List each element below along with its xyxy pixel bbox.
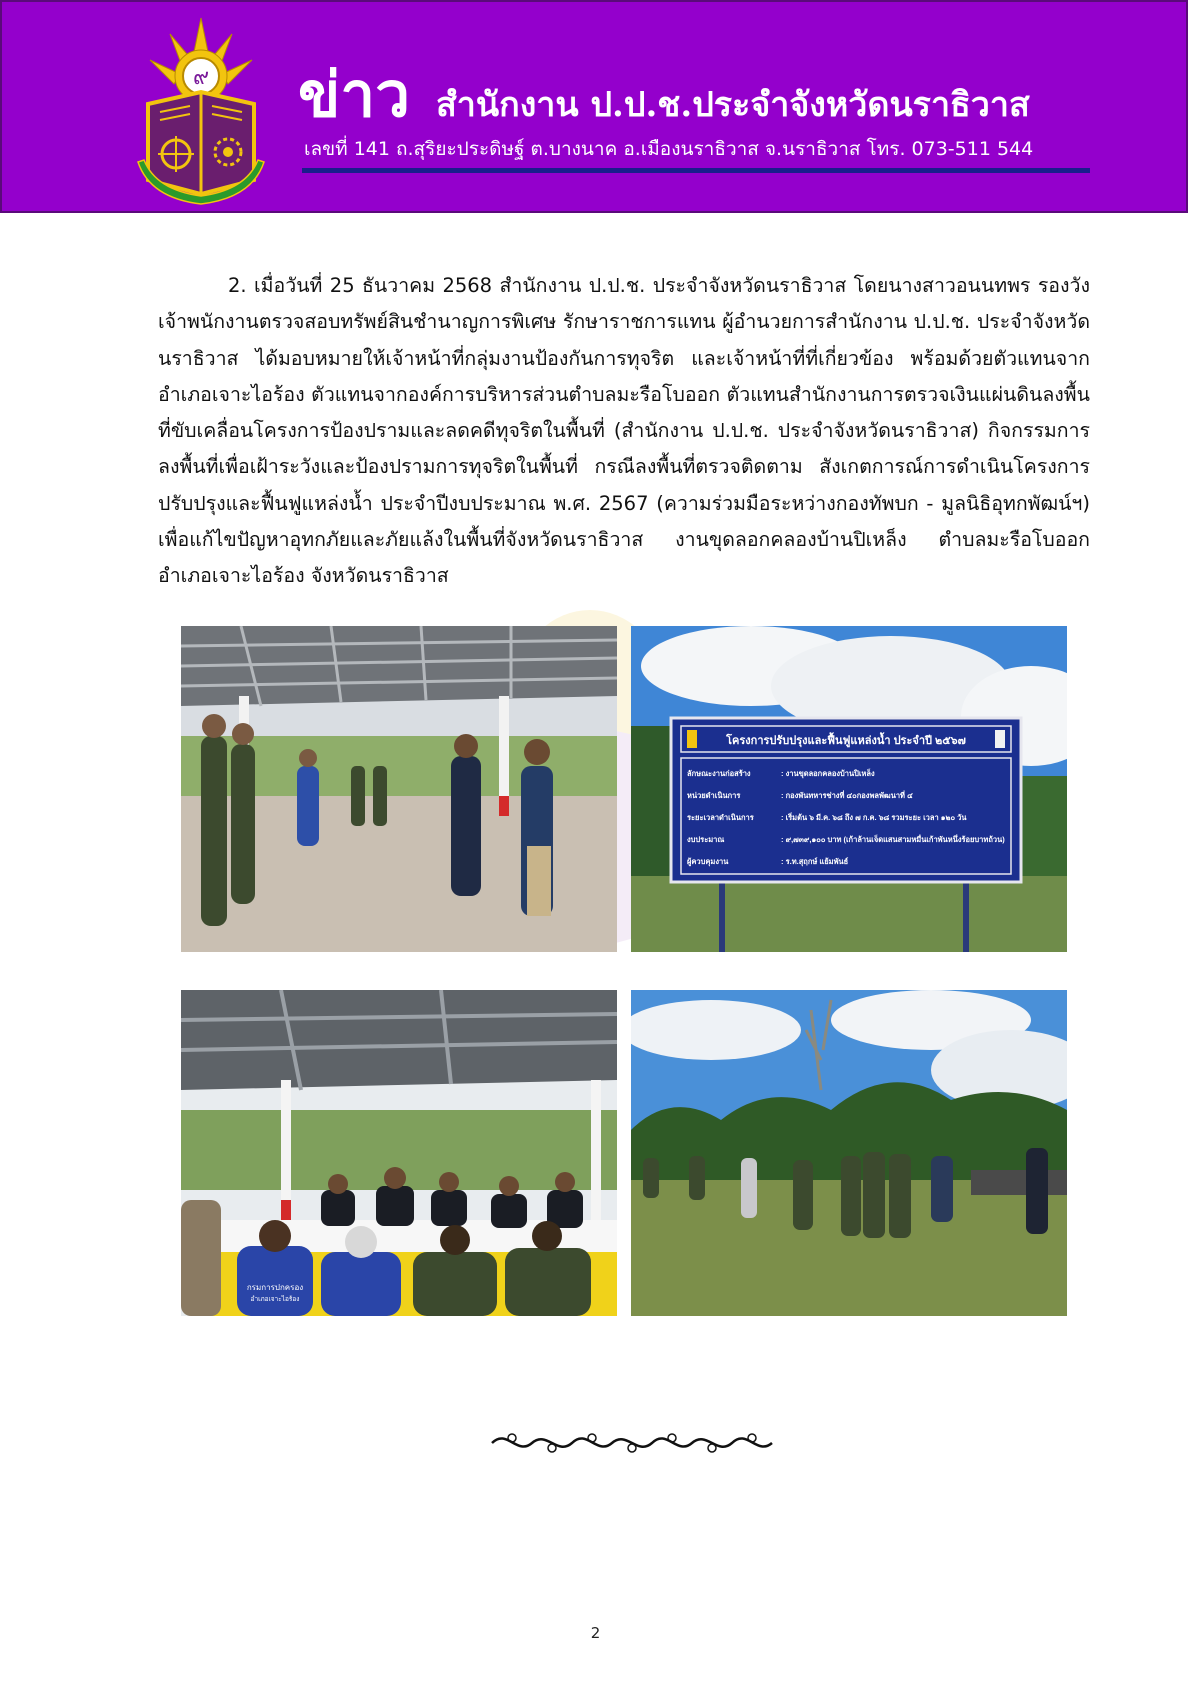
photo-project-signboard xyxy=(631,626,1067,952)
news-paragraph: 2. เมื่อวันที่ 25 ธันวาคม 2568 สำนักงาน ป.ป.ช. ประจำจังหวัดนราธิวาส โดยนางสาวอนนทพร รองวังเจ้าพนักงานตรวจสอบทรัพย์สินชำนาญการพิเศษ รักษาราชการแทน ผู้อำนวยการสำนักงาน ป.ป.ช. ประจำจังหวัดนราธิวาส ได้มอบหมายให้เจ้าหน้าที่กลุ่มงานป้องกันการทุจริต และเจ้าหน้าที่ที่เกี่ยวข้อง พร้อมด้วยตัวแทนจากอำเภอเจาะไอร้อง ตัวแทนจากองค์การบริหารส่วนตำบลมะรือโบออก ตัวแทนสำนักงานการตรวจเงินแผ่นดินลงพื้นที่ขับเคลื่อนโครงการป้องปรามและลดคดีทุจริตในพื้นที่ (สำนักงาน ป.ป.ช. ประจำจังหวัดนราธิวาส) กิจกรรมการลงพื้นที่เพื่อเฝ้าระวังและป้องปรามการทุจริตในพื้นที่ กรณีลงพื้นที่ตรวจติดตาม สังเกตการณ์การดำเนินโครงการปรับปรุงและฟื้นฟูแหล่งน้ำ ประจำปีงบประมาณ พ.ศ. 2567 (ความร่วมมือระหว่างกองทัพบก - มูลนิธิอุทกพัฒน์ฯ) เพื่อแก้ไขปัญหาอุทกภัยและภัยแล้งในพื้นที่จังหวัดนราธิวาส งานขุดลอกคลองบ้านปิเหล็ง ตำบลมะรือโบออก อำเภอเจาะไอร้อง จังหวัดนราธิวาส xyxy=(158,274,1090,588)
nacc-emblem-logo xyxy=(130,12,272,207)
vest-text-sub: อำเภอเจาะไอร้อง xyxy=(250,1296,300,1303)
office-address: เลขที่ 141 ถ.สุริยะประดิษฐ์ ต.บางนาค อ.เมืองนราธิวาส จ.นราธิวาส โทร. 073-511 544 xyxy=(304,138,1034,160)
signboard-row-label: ผู้ควบคุมงาน xyxy=(687,857,729,866)
photo-field-inspection xyxy=(631,990,1067,1316)
signboard-row-label: หน่วยดำเนินการ xyxy=(687,791,741,800)
signboard-row-value: : ร.ท.สุฤกษ์ แย้มพันธ์ xyxy=(781,857,849,866)
vest-text: กรมการปกครอง xyxy=(246,1283,304,1292)
header-underline xyxy=(302,168,1090,173)
svg-text:๙: ๙ xyxy=(192,65,210,90)
office-name: สำนักงาน ป.ป.ช.ประจำจังหวัดนราธิวาส xyxy=(436,85,1030,125)
signboard-title: โครงการปรับปรุงและฟื้นฟูแหล่งน้ำ ประจำปี ๒๕๖๗ xyxy=(726,735,966,747)
signboard-row-label: ระยะเวลาดำเนินการ xyxy=(687,813,754,822)
signboard-row-value: : งานขุดลอกคลองบ้านปิเหล็ง xyxy=(781,769,875,778)
signboard-row-value: : เริ่มต้น ๖ มี.ค. ๖๘ ถึง ๗ ก.ค. ๖๘ รวมระยะ เวลา ๑๒๐ วัน xyxy=(781,813,967,822)
signboard-row-label: ลักษณะงานก่อสร้าง xyxy=(687,769,751,778)
photo-pavilion-briefing xyxy=(181,626,617,952)
page-number: 2 xyxy=(590,1624,601,1642)
signboard-row-value: : กองพันทหารช่างที่ ๔๐กองพลพัฒนาที่ ๔ xyxy=(781,791,913,800)
header-title-row xyxy=(298,60,1030,130)
ornamental-divider xyxy=(487,1428,777,1458)
news-body xyxy=(158,268,1090,595)
letterhead-banner xyxy=(0,0,1188,213)
photo-seated-meeting xyxy=(181,990,617,1316)
signboard-row-label: งบประมาณ xyxy=(687,835,725,844)
news-title: ข่าว xyxy=(298,58,411,131)
signboard-row-value: : ๙,๗๓๙,๑๐๐ บาท (เก้าล้านเจ็ดแสนสามหมื่นเก้าพันหนึ่งร้อยบาทถ้วน) xyxy=(781,835,1005,844)
